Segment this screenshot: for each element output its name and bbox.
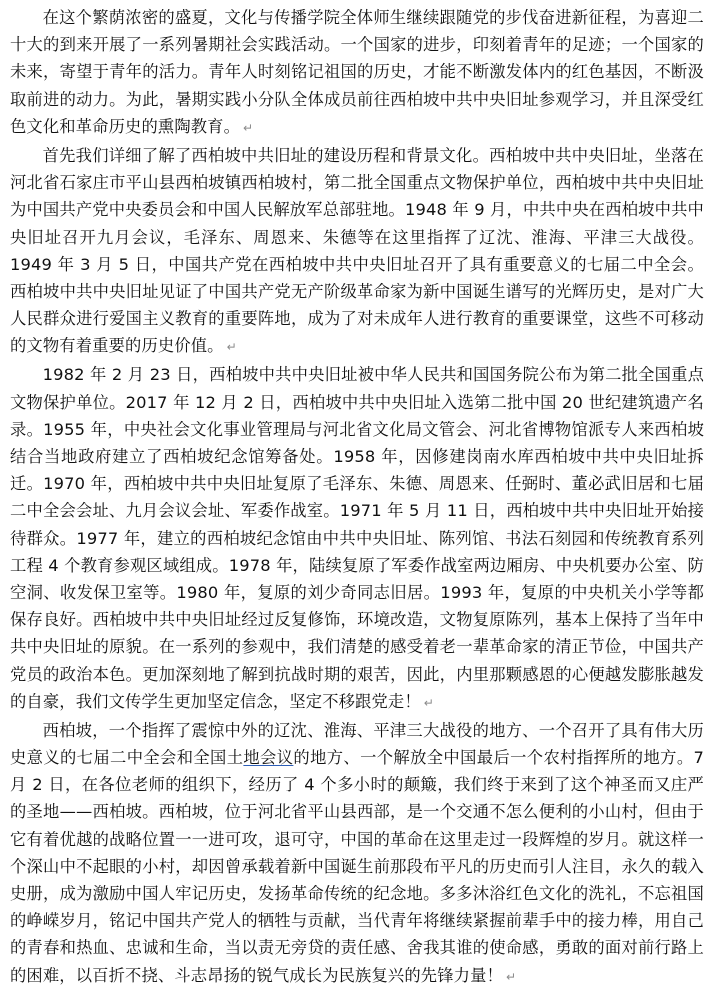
spellcheck-underlined-text[interactable]: 地会议 [243, 748, 294, 768]
paragraph-mark-icon: ↵ [505, 969, 517, 984]
document-body [10, 4, 704, 991]
paragraph-mark-icon: ↵ [423, 695, 435, 710]
paragraph-text: 首先我们详细了解了西柏坡中共旧址的建设历程和背景文化。西柏坡中共中央旧址，坐落在河北省石家庄市平山县西柏坡镇西柏坡村，第二批全国重点文物保护单位，西柏坡中共中央旧址为中国共产党中央委员会和中国人民解放军总部驻地。1948 年 9 月，中共中央在西柏坡中共中央旧址召开九月会议，毛泽东、周恩来、朱德等在这里指挥了辽沈、淮海、平津三大战役。1949 年 3 月 5 日，中国共产党在西柏坡中共中央旧址召开了具有重要意义的七届二中全会。西柏坡中共中央旧址见证了中国共产党无产阶级革命家为新中国诞生谱写的光辉历史，是对广大人民群众进行爱国主义教育的重要阵地，成为了对未成年人进行教育的重要课堂，这些不可移动的文物有着重要的历史价值。 [10, 145, 704, 356]
paragraph-mark-icon: ↵ [243, 120, 254, 135]
paragraph-text-before: 西柏坡，一个指挥了震惊中外的辽沈、淮海、平津三大战役的地方、一个召开了具有伟大历史意义的七届二中全会和全国土 [10, 720, 704, 768]
paragraph-visit [10, 717, 704, 991]
paragraph-mark-icon: ↵ [226, 340, 237, 355]
paragraph-text: 在这个繁荫浓密的盛夏，文化与传播学院全体师生继续跟随党的步伐奋进新征程，为喜迎二十大的到来开展了一系列暑期社会实践活动。一个国家的进步，印刻着青年的足迹；一个国家的未来，寄望于青年的活力。青年人时刻铭记祖国的历史，才能不断激发体内的红色基因，不断汲取前进的动力。为此，暑期实践小分队全体成员前往西柏坡中共中央旧址参观学习，并且深受红色文化和革命历史的熏陶教育。 [10, 8, 704, 136]
paragraph-background [10, 142, 704, 362]
paragraph-history [10, 361, 704, 716]
paragraph-text-after: 的地方、一个解放全中国最后一个农村指挥所的地方。7 月 2 日，在各位老师的组织下，经历了 4 个多小时的颠簸，我们终于来到了这个神圣而又庄严的圣地——西柏坡。西柏坡，位于河北省平山县西部，是一个交通不怎么便利的小山村，但由于它有着优越的战略位置一一进可攻，退可守，中国的革命在这里走过一段辉煌的岁月。就这样一个深山中不起眼的小村，却因曾承载着新中国诞生前那段布平凡的历史而引人注目，永久的载入史册，成为激励中国人牢记历史，发扬革命传统的纪念地。多多沐浴红色文化的洗礼，不忘祖国的峥嵘岁月，铭记中国共产党人的牺牲与贡献，当代青年将继续紧握前辈手中的接力棒，用自己的青春和热血、忠诚和生命，当以责无旁贷的责任感、舍我其谁的使命感，勇敢的面对前行路上的困难，以百折不挠、斗志昂扬的锐气成长为民族复兴的先锋力量！ [10, 748, 704, 985]
paragraph-intro [10, 4, 704, 142]
paragraph-text: 1982 年 2 月 23 日，西柏坡中共中央旧址被中华人民共和国国务院公布为第二批全国重点文物保护单位。2017 年 12 月 2 日，西柏坡中共中央旧址入选第二批中国 20 世纪建筑遗产名录。1955 年，中央社会文化事业管理局与河北省文化局文管会、河北省博物馆派专人来西柏坡结合当地政府建立了西柏坡纪念馆筹备处。1958 年，因修建岗南水库西柏坡中共中央旧址拆迁。1970 年，西柏坡中共中央旧址复原了毛泽东、朱德、周恩来、任弼时、董必武旧居和七届二中全会会址、九月会议会址、军委作战室。1971 年 5 月 11 日，西柏坡中共中央旧址开始接待群众。1977 年，建立的西柏坡纪念馆由中共中央旧址、陈列馆、书法石刻园和传统教育系列工程 4 个教育参观区域组成。1978 年，陆续复原了军委作战室两边厢房、中央机要办公室、防空洞、收发保卫室等。1980 年，复原的刘少奇同志旧居。1993 年，复原的中央机关小学等都保存良好。西柏坡中共中央旧址经过反复修饰，环境改造，文物复原陈列，基本上保持了当年中共中央旧址的原貌。在一系列的参观中，我们清楚的感受着老一辈革命家的清正节俭，中国共产党员的政治本色。更加深刻地了解到抗战时期的艰苦，因此，内里那颗感恩的心便越发膨胀越发的自豪，我们文传学生更加坚定信念，坚定不移跟党走！ [10, 365, 704, 711]
